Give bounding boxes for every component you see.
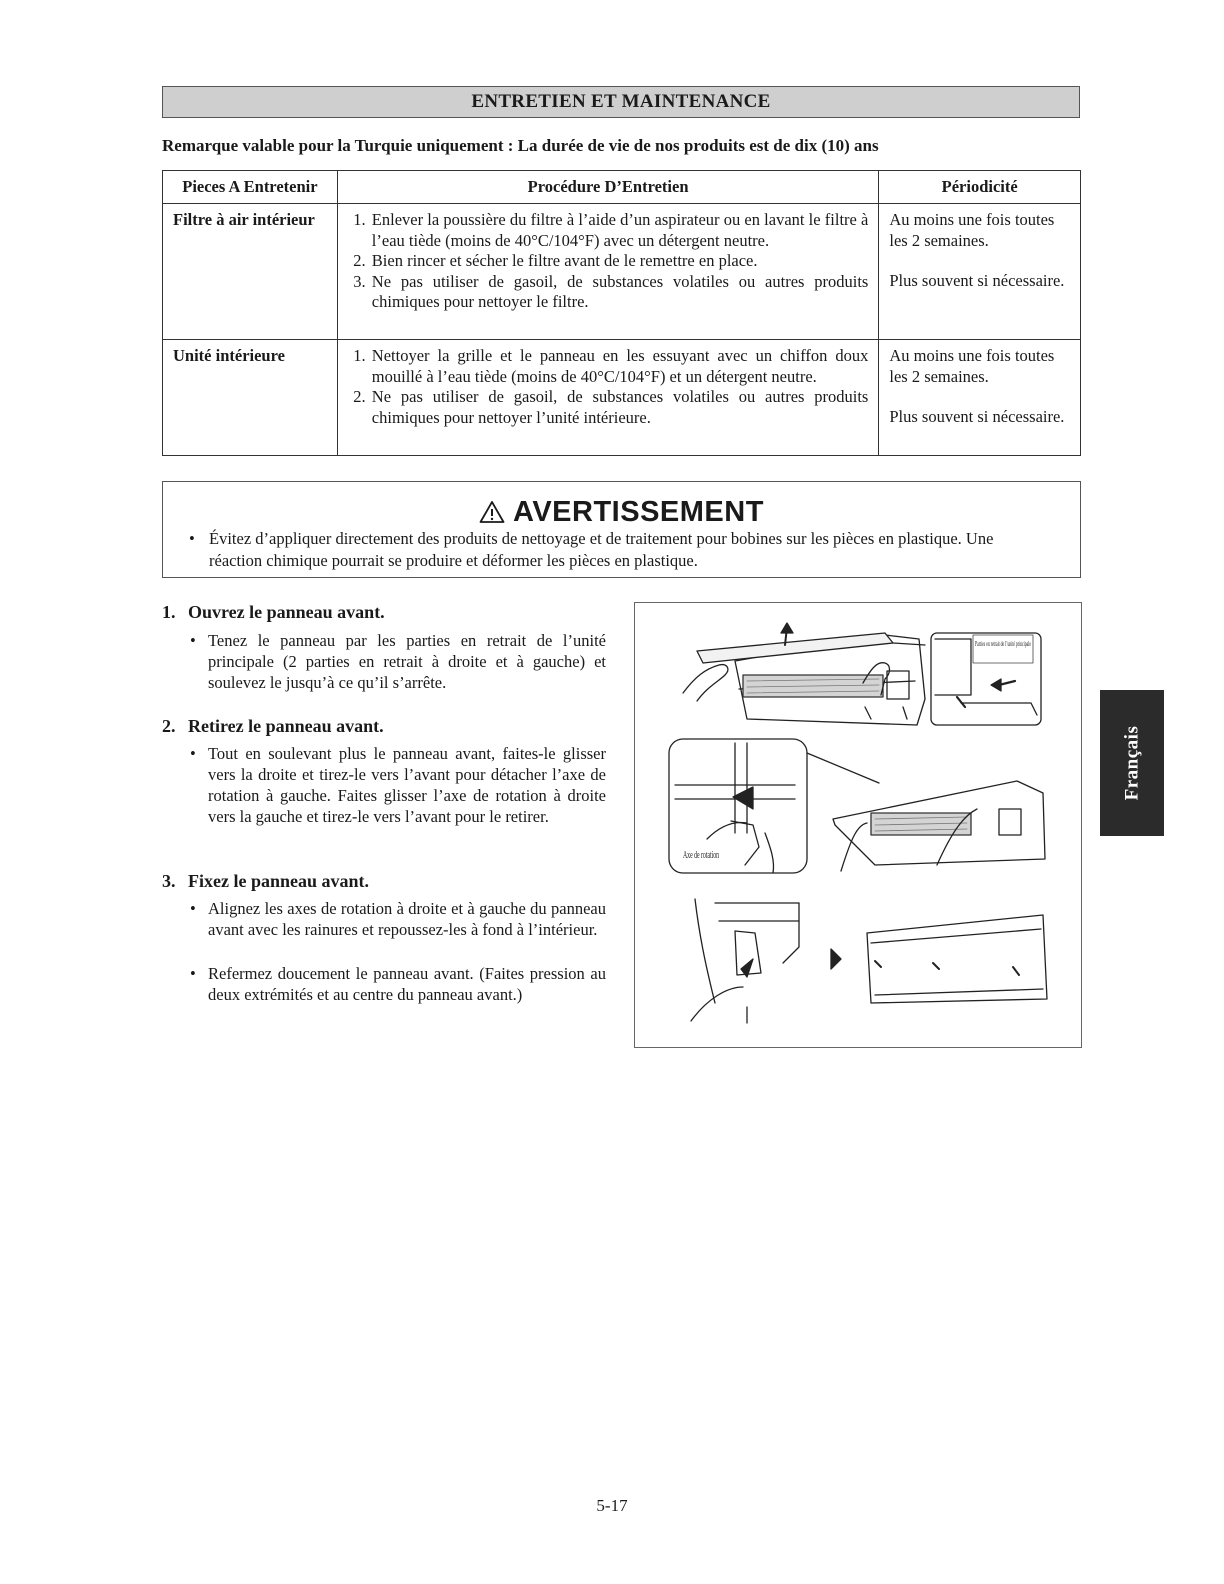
language-tab xyxy=(1100,690,1164,836)
warning-box xyxy=(162,481,1081,578)
section-header xyxy=(162,86,1080,118)
table-row xyxy=(163,340,1081,456)
bullet-icon: • xyxy=(190,899,196,918)
warning-text xyxy=(189,528,1009,572)
step-title-text: Fixez le panneau avant. xyxy=(188,871,370,891)
attach-panel-figure xyxy=(691,899,1047,1023)
step-3-bullet xyxy=(190,963,606,1005)
header-parts: Pieces A Entretenir xyxy=(163,171,338,204)
part-name: Filtre à air intérieur xyxy=(163,204,338,340)
step-bullet-text: Alignez les axes de rotation à droite et à gauche du panneau avant avec les rainures et repoussez-les à fond à l’intérieur. xyxy=(208,899,606,939)
header-period: Périodicité xyxy=(879,171,1081,204)
header-procedure: Procédure D’Entretien xyxy=(337,171,879,204)
step-number: 2. xyxy=(162,716,176,736)
procedure-cell xyxy=(337,340,879,456)
step-1-title xyxy=(162,602,385,623)
step-title-text: Ouvrez le panneau avant. xyxy=(188,602,385,622)
bullet-icon: • xyxy=(190,744,196,763)
procedure-list xyxy=(348,346,869,428)
bullet-icon: • xyxy=(189,529,195,548)
panel-illustration xyxy=(635,603,1081,1047)
procedure-step: 1. Enlever la poussière du filtre à l’aide d’un aspirateur ou en lavant le filtre à l’eau tiède (moins de 40°C/104°F) avec un détergent neutre. xyxy=(370,210,869,251)
turkey-note: Remarque valable pour la Turquie uniquement : La durée de vie de nos produits est de dix (10) ans xyxy=(162,136,879,155)
period-text: Plus souvent si nécessaire. xyxy=(889,407,1065,426)
procedure-step: 3. Ne pas utiliser de gasoil, de substances volatiles ou autres produits chimiques pour nettoyer le filtre. xyxy=(370,272,869,313)
table-header-row xyxy=(163,171,1081,204)
table-row xyxy=(163,204,1081,340)
illustration-box xyxy=(634,602,1082,1048)
step-2-bullet xyxy=(190,743,606,827)
maintenance-table xyxy=(162,170,1081,456)
period-text: Au moins une fois toutes les 2 semaines. xyxy=(889,210,1055,250)
warning-text-body: Évitez d’appliquer directement des produits de nettoyage et de traitement pour bobines sur les pièces en plastique. Une réaction chimique pourrait se produire et déformer les pièces en plastique. xyxy=(209,529,994,570)
section-title: ENTRETIEN ET MAINTENANCE xyxy=(471,91,771,112)
step-bullet-text: Refermez doucement le panneau avant. (Faites pression au deux extrémités et au centre du panneau avant.) xyxy=(208,964,606,1004)
period-text: Au moins une fois toutes les 2 semaines. xyxy=(889,346,1055,386)
procedure-step: 1. Nettoyer la grille et le panneau en les essuyant avec un chiffon doux mouillé à l’eau tiède (moins de 40°C/104°F) et un détergent neutre. xyxy=(370,346,869,387)
step-3-bullet xyxy=(190,898,606,940)
warning-title xyxy=(163,496,1080,529)
bullet-icon: • xyxy=(190,631,196,650)
part-name: Unité intérieure xyxy=(163,340,338,456)
step-3-title xyxy=(162,871,369,892)
step-number: 3. xyxy=(162,871,176,891)
warning-triangle-icon xyxy=(479,500,505,524)
procedure-step: 2. Ne pas utiliser de gasoil, de substances volatiles ou autres produits chimiques pour nettoyer l’unité intérieure. xyxy=(370,387,869,428)
language-tab-label: Français xyxy=(1121,725,1142,801)
procedure-cell xyxy=(337,204,879,340)
step-title-text: Retirez le panneau avant. xyxy=(188,716,384,736)
step-2-title xyxy=(162,716,384,737)
period-cell xyxy=(879,340,1081,456)
bullet-icon: • xyxy=(190,964,196,983)
page-number: 5-17 xyxy=(596,1496,628,1515)
step-bullet-text: Tout en soulevant plus le panneau avant, faites-le glisser vers la droite et tirez-le vers l’avant pour détacher l’axe de rotation à gauche. Faites glisser l’axe de rotation à droite vers la gauche et tirez-le vers l’avant pour le retirer. xyxy=(208,744,606,826)
period-text: Plus souvent si nécessaire. xyxy=(889,271,1065,290)
procedure-list xyxy=(348,210,869,313)
procedure-step: 2. Bien rincer et sécher le filtre avant de le remettre en place. xyxy=(370,251,869,272)
step-bullet-text: Tenez le panneau par les parties en retrait de l’unité principale (2 parties en retrait à droite et à gauche) et soulevez le jusqu’à ce qu’il s’arrête. xyxy=(208,631,606,692)
step-number: 1. xyxy=(162,602,176,622)
step-1-bullet xyxy=(190,630,606,693)
axis-callout: Axe de rotation xyxy=(683,850,719,861)
recess-callout: Parties en retrait de l’unité principale xyxy=(975,639,1032,648)
warning-title-text: AVERTISSEMENT xyxy=(513,496,764,528)
remove-panel-figure xyxy=(669,739,1045,873)
period-cell xyxy=(879,204,1081,340)
